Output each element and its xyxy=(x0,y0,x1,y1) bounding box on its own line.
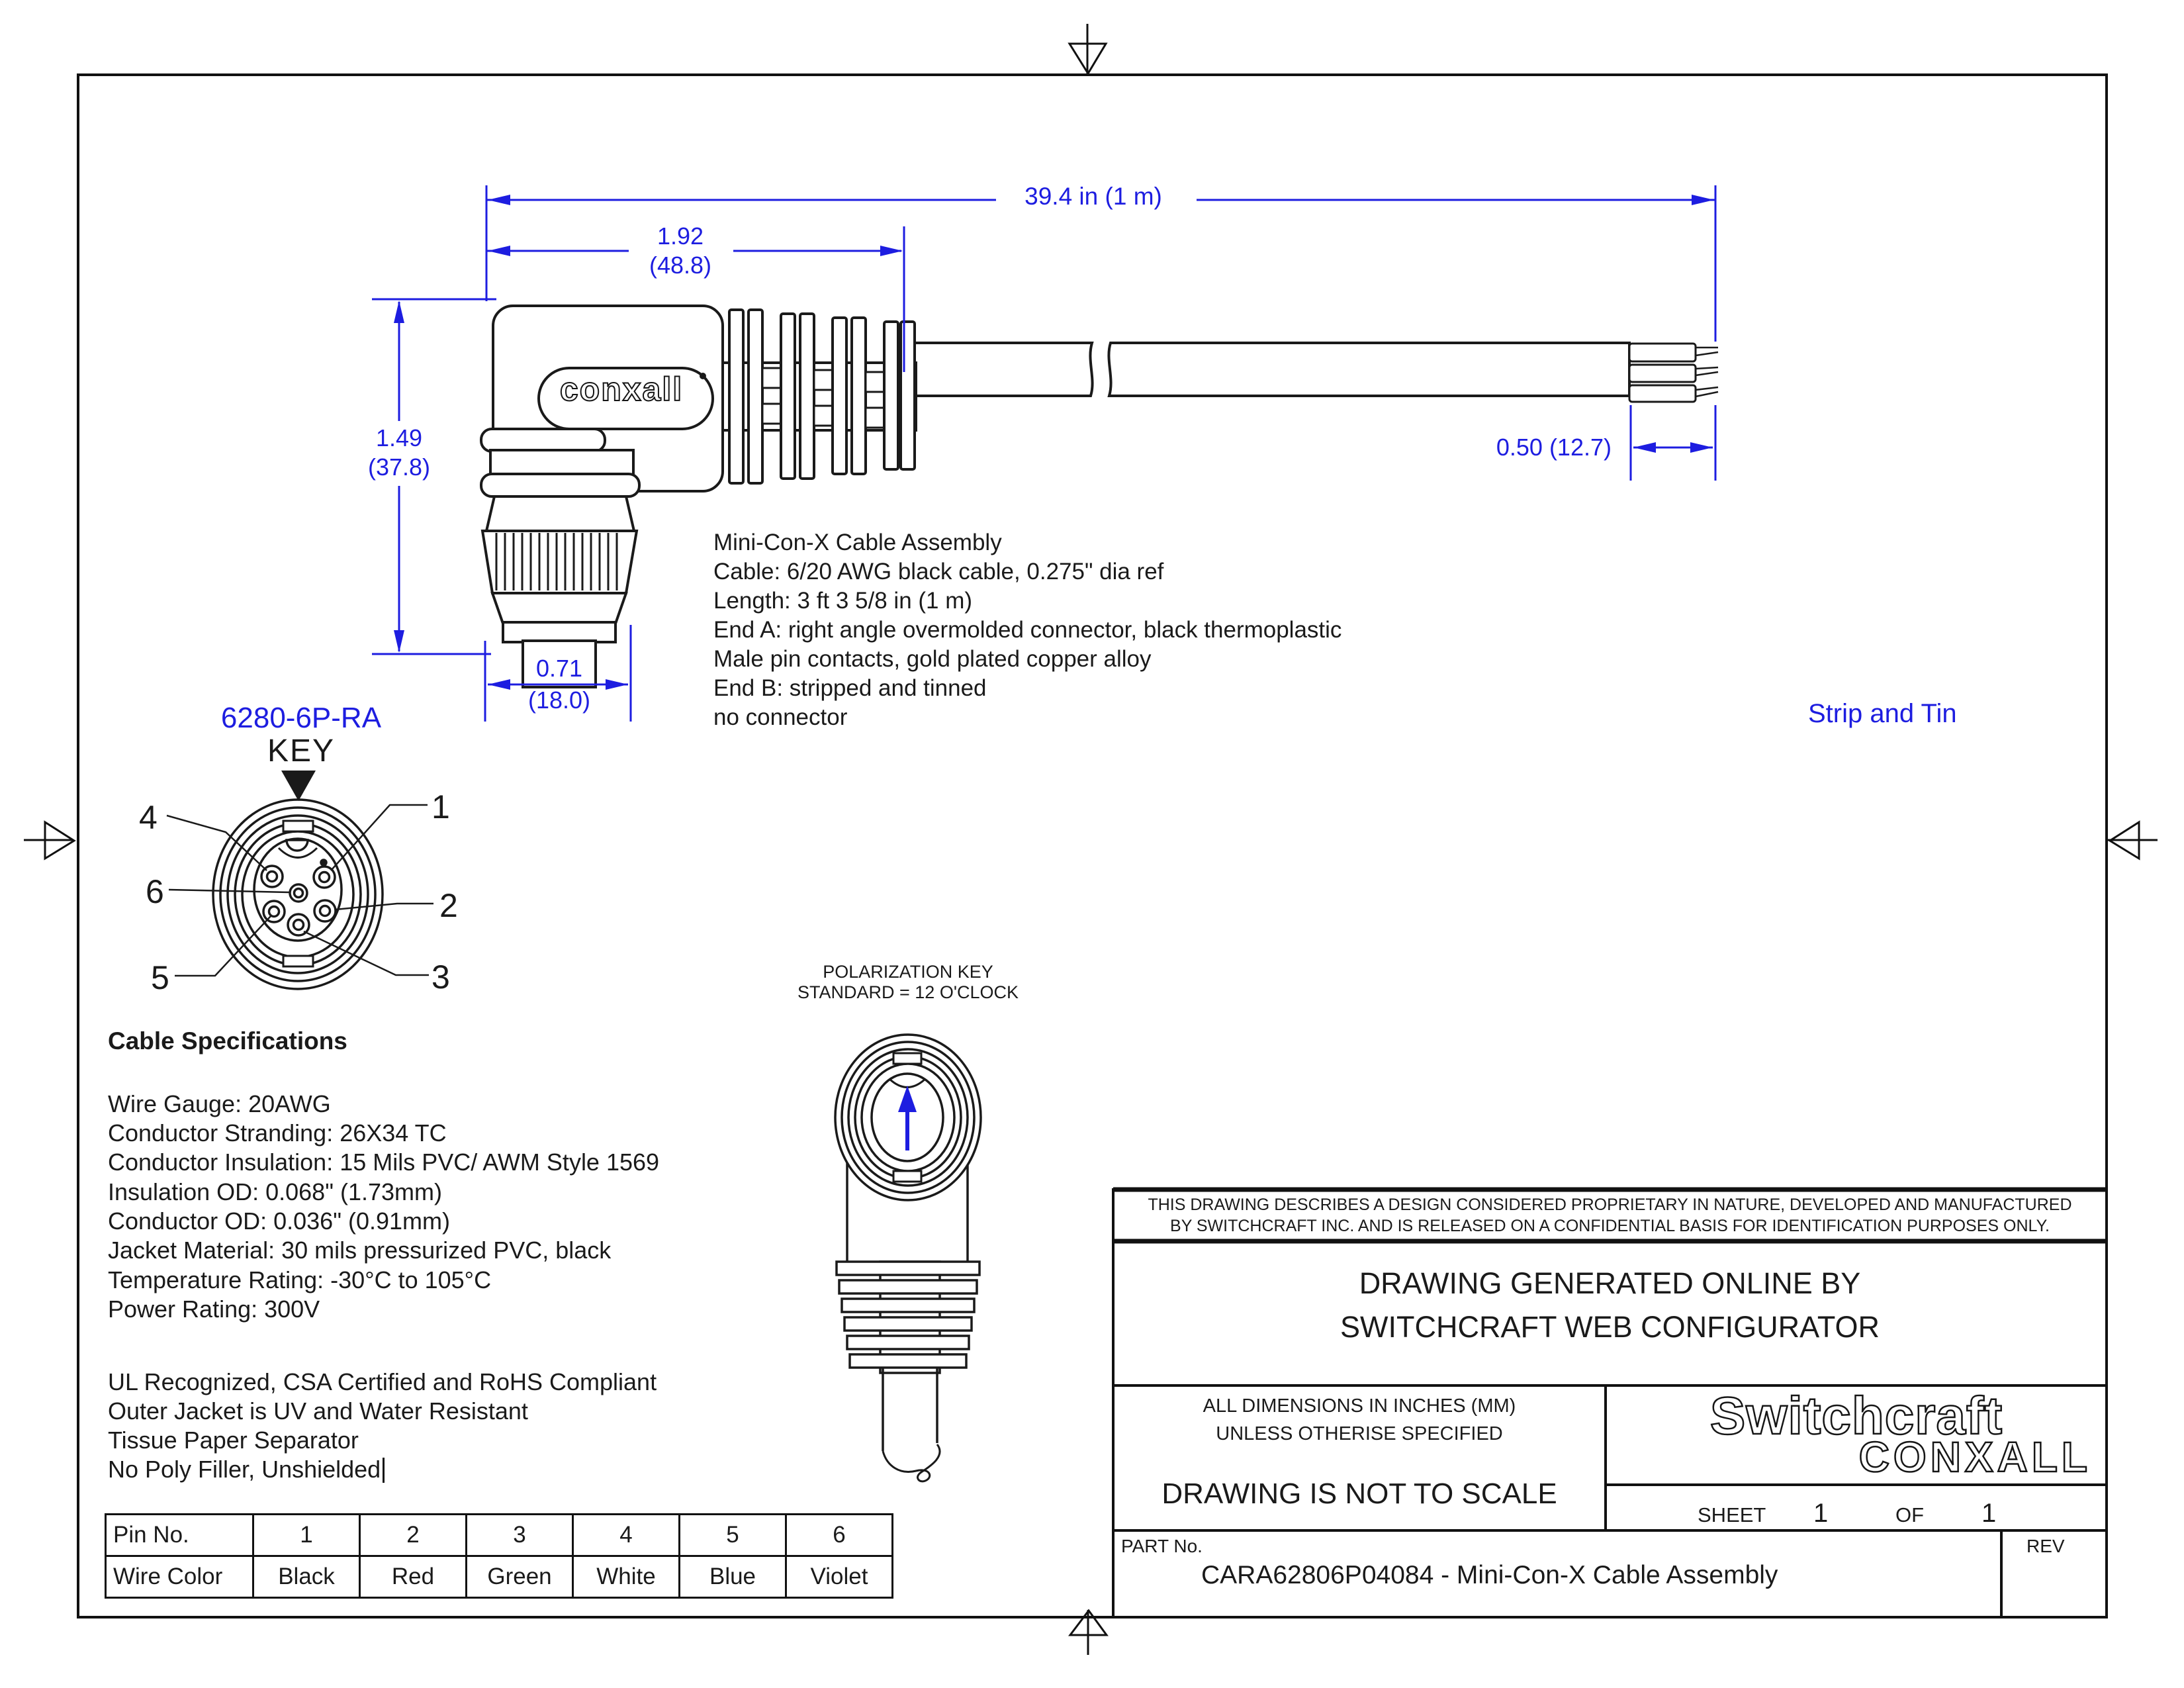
spec-line: Conductor Stranding: 26X34 TC xyxy=(108,1119,447,1147)
spec-line: Temperature Rating: -30°C to 105°C xyxy=(108,1266,492,1293)
pin-no-cell: 1 xyxy=(253,1515,360,1556)
not-to-scale-note: DRAWING IS NOT TO SCALE xyxy=(1161,1477,1557,1510)
wire-color-cell: Red xyxy=(360,1556,467,1598)
generated-online-line1: DRAWING GENERATED ONLINE BY xyxy=(1359,1266,1861,1300)
description-line: no connector xyxy=(713,704,848,730)
pin-number-4: 4 xyxy=(139,799,158,836)
table-row xyxy=(106,1515,893,1556)
pin-no-cell: 2 xyxy=(360,1515,467,1556)
polarization-caption-line2: STANDARD = 12 O'CLOCK xyxy=(797,982,1019,1002)
part-no-label: PART No. xyxy=(1121,1536,1203,1556)
wire-color-cell: White xyxy=(573,1556,680,1598)
spec-line: Power Rating: 300V xyxy=(108,1295,320,1323)
key-triangle-icon xyxy=(281,771,316,801)
polarization-caption-line1: POLARIZATION KEY xyxy=(823,962,993,982)
dim-nut-width-mm: (18.0) xyxy=(527,686,591,714)
pin-no-header: Pin No. xyxy=(106,1515,253,1556)
spec-line: Jacket Material: 30 mils pressurized PVC, black xyxy=(108,1237,612,1264)
pin-number-5: 5 xyxy=(151,959,169,996)
strain-relief-side-view xyxy=(721,310,916,483)
dim-strip-length: 0.50 (12.7) xyxy=(1496,434,1612,461)
switchcraft-logo: Switchcraft xyxy=(1709,1386,2003,1445)
wire-color-header: Wire Color xyxy=(106,1556,253,1598)
note-line: Tissue Paper Separator xyxy=(108,1427,359,1454)
generated-online-line2: SWITCHCRAFT WEB CONFIGURATOR xyxy=(1340,1310,1880,1344)
description-line: Mini-Con-X Cable Assembly xyxy=(713,530,1002,555)
note-line: Outer Jacket is UV and Water Resistant xyxy=(108,1397,528,1425)
connector-face-view xyxy=(167,771,433,989)
dimensions-note-line2: UNLESS OTHERISE SPECIFIED xyxy=(1216,1423,1503,1444)
dim-nut-width-in: 0.71 xyxy=(535,655,583,682)
connector-side-view xyxy=(481,306,723,687)
dim-height-mm: (37.8) xyxy=(367,453,431,481)
key-label: KEY xyxy=(267,733,336,769)
dimensions-note-line1: ALL DIMENSIONS IN INCHES (MM) xyxy=(1203,1395,1516,1417)
connector-part-code: 6280-6P-RA xyxy=(220,702,382,734)
wire-color-cell: Green xyxy=(467,1556,573,1598)
pin-no-cell: 6 xyxy=(786,1515,893,1556)
pin-number-3: 3 xyxy=(432,959,450,996)
proprietary-notice-line1: THIS DRAWING DESCRIBES A DESIGN CONSIDERED PROPRIETARY IN NATURE, DEVELOPED AND MANUFACTURED xyxy=(1148,1196,2072,1214)
text-cursor xyxy=(383,1458,385,1483)
pin-number-2: 2 xyxy=(439,887,458,924)
pin-no-cell: 3 xyxy=(467,1515,573,1556)
rev-label: REV xyxy=(2026,1536,2065,1556)
description-line: Length: 3 ft 3 5/8 in (1 m) xyxy=(713,588,973,614)
conxall-body-logo: conxall xyxy=(559,371,684,408)
cable-side-view xyxy=(915,343,1718,402)
cable-specs-heading: Cable Specifications xyxy=(108,1027,347,1055)
part-number: CARA62806P04084 - Mini-Con-X Cable Assembly xyxy=(1201,1561,1778,1589)
description-line: Male pin contacts, gold plated copper alloy xyxy=(713,646,1152,672)
description-line: End A: right angle overmolded connector, black thermoplastic xyxy=(713,617,1342,643)
sheet-label: SHEET xyxy=(1698,1503,1766,1526)
polarization-view xyxy=(835,1035,981,1481)
sheet-of-label: OF xyxy=(1895,1503,1925,1526)
strip-and-tin-label: Strip and Tin xyxy=(1808,699,1957,728)
note-line xyxy=(108,1456,385,1483)
wire-color-cell: Black xyxy=(253,1556,360,1598)
description-line: Cable: 6/20 AWG black cable, 0.275" dia ref xyxy=(713,559,1164,585)
proprietary-notice-line2: BY SWITCHCRAFT INC. AND IS RELEASED ON A CONFIDENTIAL BASIS FOR IDENTIFICATION PURPOSES ONLY. xyxy=(1170,1217,2050,1235)
wire-color-cell: Blue xyxy=(680,1556,786,1598)
table-row xyxy=(106,1556,893,1598)
pin-no-cell: 4 xyxy=(573,1515,680,1556)
spec-line: Conductor OD: 0.036" (0.91mm) xyxy=(108,1207,450,1235)
sheet-number: 1 xyxy=(1813,1499,1829,1528)
sheet-total: 1 xyxy=(1981,1499,1997,1528)
note-line-text: No Poly Filler, Unshielded xyxy=(108,1456,381,1483)
conxall-logo: CONXALL xyxy=(1858,1433,2091,1481)
dim-connector-length-in: 1.92 xyxy=(657,222,704,250)
pin-no-cell: 5 xyxy=(680,1515,786,1556)
pin-number-6: 6 xyxy=(146,873,164,910)
description-line: End B: stripped and tinned xyxy=(713,675,987,701)
dim-height-in: 1.49 xyxy=(375,424,423,451)
dim-overall-label: 39.4 in (1 m) xyxy=(1024,183,1162,210)
pin-number-1: 1 xyxy=(432,788,450,825)
pin-wire-color-table xyxy=(105,1513,893,1599)
dim-connector-length-mm: (48.8) xyxy=(649,252,712,279)
note-line: UL Recognized, CSA Certified and RoHS Compliant xyxy=(108,1368,657,1395)
spec-line: Insulation OD: 0.068" (1.73mm) xyxy=(108,1178,443,1205)
spec-line: Conductor Insulation: 15 Mils PVC/ AWM Style 1569 xyxy=(108,1149,660,1176)
spec-line: Wire Gauge: 20AWG xyxy=(108,1090,331,1117)
wire-color-cell: Violet xyxy=(786,1556,893,1598)
